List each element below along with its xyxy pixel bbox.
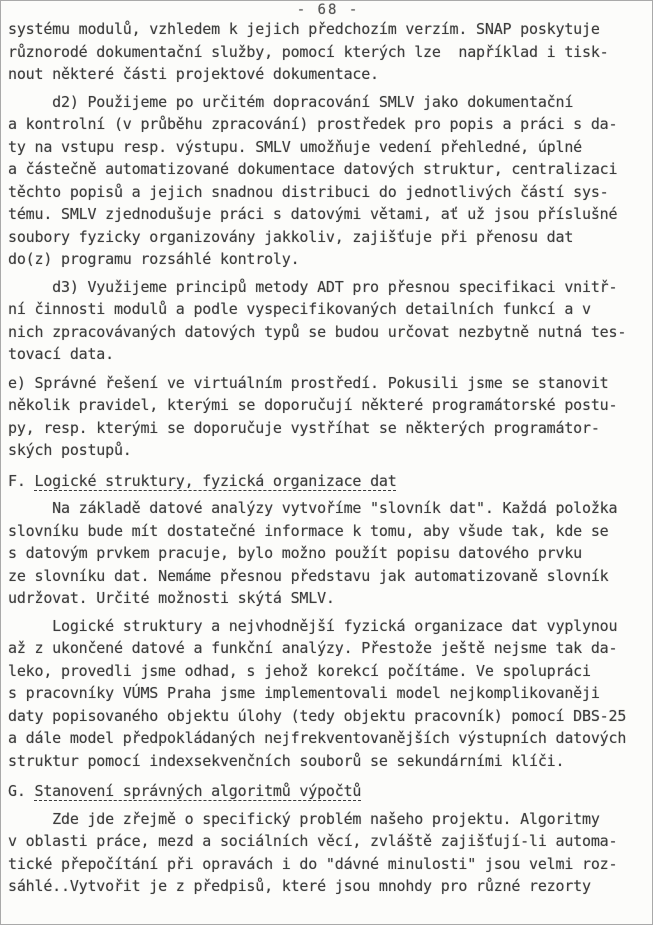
text-line: d2) Použijeme po určitém dopracování SMLV jako dokumentační [8,92,574,111]
heading-prefix: F. [8,471,35,490]
text-line: tovací data. [8,345,114,363]
text-line: systému modulů, vzhledem k jejich předchozím verzím. SNAP poskytuje [8,20,600,38]
text-line: s datovým prvkem pracuje, bylo možno použít popisu datového prvku [8,544,582,562]
text-line: a částečně automatizované dokumentace datových struktur, centralizaci [8,160,618,178]
paragraph [8,372,648,462]
text-line: až z ukončené datové a funkční analýzy. Přestože ještě nejsme tak da- [8,639,618,657]
document-body [8,18,648,898]
text-line: několik pravidel, kterými se doporučují některé programátorské postu- [8,396,618,414]
text-line: slovníku bude mít dostatečné informace k tomu, aby všude tak, kde se [8,521,609,540]
heading-text: Logické struktury, fyzická organizace dat [34,471,397,490]
text-line: ze slovníku dat. Nemáme přesnou představu jak automatizovaně slovník [8,566,609,585]
text-line: e) Správné řešení ve virtuálním prostředí. Pokusili jsme se stanovit [8,373,609,392]
paragraph [8,615,648,773]
text-line: struktur pomocí indexsekvenčních souborů se sekundárními klíči. [8,751,565,770]
heading-prefix: G. [8,782,35,800]
text-line: různorodé dokumentační služby, pomocí kterých lze například i tisk- [8,42,609,61]
text-line: sáhlé..Vytvořit je z předpisů, které jsou mnohdy pro různé rezorty [8,877,591,895]
paragraph [8,276,648,366]
text-line: nout některé části projektové dokumentace. [8,65,379,83]
paragraph [8,808,648,898]
text-line: Zde jde zřejmě o specifický problém našeho projektu. Algoritmy [8,809,600,828]
section-heading [8,470,648,493]
text-line: udržovat. Určité možnosti skýtá SMLV. [8,589,335,607]
text-line: py, resp. kterými se doporučuje vystříhat se některých programátor- [8,418,600,437]
paragraph [8,91,648,271]
section-heading [8,780,648,803]
text-line: soubory fyzicky organizovány jakkoliv, zajišťuje při přenosu dat [8,227,574,246]
text-line: a kontrolní (v průběhu zpracování) prostředek pro popis a práci s da- [8,115,618,133]
text-line: těchto popisů a jejich snadnou distribuci do jednotlivých částí sys- [8,182,609,201]
text-line: s pracovníky VÚMS Praha jsme implementovali model nejkomplikovaněji [8,684,600,702]
text-line: Na základě datové analýzy vytvoříme "slovník dat". Každá položka [8,499,618,517]
page-number: - 68 - [296,2,360,18]
text-line: Logické struktury a nejvhodnější fyzická organizace dat vyplynou [8,616,618,635]
text-line: do(z) programu rozsáhlé kontroly. [8,250,300,268]
text-line: tému. SMLV zjednodušuje práci s datovými větami, ať už jsou příslušné [8,205,618,223]
text-line: a dále model předpokládaných nejfrekventovanějších výstupních datových [8,729,627,747]
text-line: tické přepočítání při opravách i do "dávné minulosti" jsou velmi roz- [8,854,618,873]
text-line: v oblasti práce, mezd a sociálních věcí, zvláště zajišťují-li automa- [8,832,618,850]
heading-text: Stanovení správných algoritmů výpočtů [34,782,362,800]
paragraph [8,497,648,610]
text-line: leko, provedli jsme odhad, s jehož korekcí počítáme. Ve spolupráci [8,661,591,680]
text-line: ských postupů. [8,441,132,459]
text-line: daty popisovaného objektu úlohy (tedy objektu pracovník) pomocí DBS-25 [8,706,627,725]
text-line: nich zpracovávaných datových typů se budou určovat nezbytně nutná tes- [8,322,627,341]
text-line: d3) Využijeme principů metody ADT pro přesnou specifikaci vnitř- [8,277,618,296]
paragraph [8,18,648,86]
text-line: ty na vstupu resp. výstupu. SMLV umožňuje vedení přehledné, úplné [8,137,582,156]
text-line: ní činnosti modulů a podle vyspecifikovaných detailních funkcí a v [8,300,591,318]
